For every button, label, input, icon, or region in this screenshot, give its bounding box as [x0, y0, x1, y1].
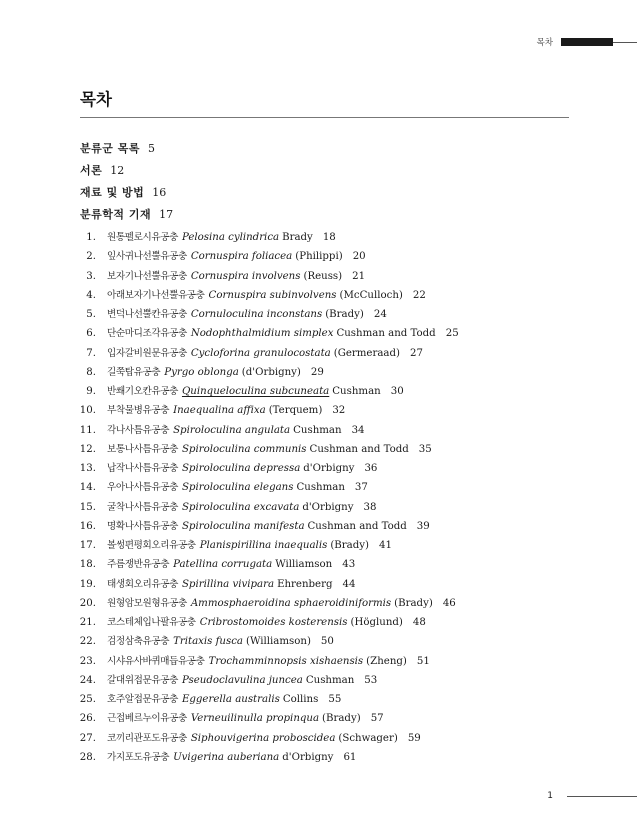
author-name: Cushman and Todd	[336, 328, 436, 340]
species-body	[107, 289, 426, 302]
species-entry	[80, 308, 620, 327]
species-body	[107, 481, 368, 494]
scientific-name: Eggerella australis	[181, 694, 280, 705]
author-name: d'Orbigny	[282, 751, 334, 763]
author-name: d'Orbigny	[302, 501, 354, 513]
korean-name: 명확나사틈유공충	[107, 520, 178, 532]
scientific-name: Cornuloculina inconstans	[190, 309, 323, 320]
section-page: 16	[152, 186, 167, 199]
species-body	[107, 558, 355, 571]
species-page: 35	[418, 443, 432, 455]
section-title: 분류군 목록	[80, 142, 140, 155]
species-page: 21	[352, 270, 366, 282]
species-entry	[80, 751, 620, 770]
scientific-name: Trochamminnopsis xishaensis	[208, 655, 364, 667]
species-body	[107, 327, 459, 340]
species-number: 3.	[86, 270, 96, 282]
species-number: 8.	[86, 366, 96, 378]
species-entry	[80, 501, 620, 520]
species-page: 50	[320, 636, 334, 648]
page-number: 1	[547, 791, 553, 801]
scientific-name: Quinqueloculina subcuneata	[181, 386, 330, 397]
species-page: 44	[342, 578, 356, 590]
species-entry	[80, 462, 620, 481]
species-number: 26.	[79, 713, 96, 725]
running-head-label: 목차	[536, 38, 553, 48]
korean-name: 가지포도유공충	[107, 751, 170, 763]
scientific-name: Patellina corrugata	[173, 559, 273, 571]
species-number: 25.	[79, 694, 96, 705]
species-body	[107, 366, 324, 379]
species-entry	[80, 578, 620, 597]
korean-name: 코끼리관포도유공충	[107, 732, 187, 744]
section-page: 12	[110, 164, 125, 177]
species-body	[107, 616, 426, 629]
korean-name: 부착물병유공충	[107, 405, 170, 417]
korean-name: 아래보자기나선뿔유공충	[107, 289, 205, 301]
species-body	[107, 462, 377, 475]
species-entry	[80, 655, 620, 674]
korean-name: 우아나사틈유공충	[107, 482, 178, 494]
korean-name: 납작나사틈유공충	[107, 463, 178, 474]
species-body	[107, 539, 392, 552]
section-entry	[80, 209, 620, 231]
species-page: 24	[373, 309, 387, 320]
species-number: 15.	[79, 501, 96, 513]
section-page: 17	[159, 208, 174, 221]
species-page: 57	[370, 713, 384, 725]
section-title: 재료 및 방법	[80, 186, 145, 199]
species-entry	[80, 424, 620, 443]
species-number: 16.	[79, 520, 96, 532]
author-name: (Brady)	[322, 713, 361, 725]
species-entry	[80, 250, 620, 269]
page-footer	[547, 791, 637, 801]
korean-name: 주름쟁반유공충	[107, 559, 170, 571]
species-number: 20.	[79, 597, 96, 609]
author-name: d'Orbigny	[303, 463, 355, 474]
species-entry	[80, 443, 620, 462]
species-entry	[80, 327, 620, 346]
korean-name: 보통나사틈유공충	[107, 443, 178, 455]
author-name: Brady	[282, 232, 313, 243]
scientific-name: Pelosina cylindrica	[181, 232, 280, 243]
species-entry	[80, 597, 620, 616]
species-page: 41	[378, 540, 392, 551]
species-number: 18.	[79, 559, 96, 571]
species-body	[107, 250, 366, 263]
species-page: 36	[364, 463, 378, 474]
species-number: 23.	[79, 655, 96, 667]
species-entry	[80, 366, 620, 385]
korean-name: 원형암모원형유공충	[107, 597, 187, 609]
author-name: (Philippi)	[295, 251, 343, 263]
species-page: 22	[412, 289, 426, 301]
species-entry	[80, 539, 620, 558]
author-name: (Höglund)	[350, 617, 403, 628]
korean-name: 시샤유사바퀴매듭유공충	[107, 655, 205, 667]
species-entry	[80, 231, 620, 250]
species-entry	[80, 385, 620, 404]
running-head-line	[613, 42, 637, 43]
scientific-name: Planispirillina inaequalis	[199, 540, 328, 551]
species-entry	[80, 404, 620, 423]
species-number: 22.	[79, 636, 96, 648]
species-page: 38	[363, 501, 377, 513]
scientific-name: Spirillina vivipara	[181, 578, 275, 590]
species-number: 24.	[79, 674, 96, 686]
korean-name: 근접베르누이유공충	[107, 713, 187, 725]
korean-name: 갈대위접문유공충	[107, 674, 178, 686]
species-entry	[80, 347, 620, 366]
korean-name: 변덕나선뿔칸유공충	[107, 309, 187, 320]
scientific-name: Nodophthalmidium simplex	[190, 328, 334, 340]
author-name: Cushman and Todd	[307, 520, 407, 532]
korean-name: 원통펠로시유공충	[107, 232, 178, 243]
species-page: 29	[310, 366, 324, 378]
species-number: 1.	[86, 232, 96, 243]
korean-name: 검정삼축유공충	[107, 636, 170, 648]
species-page: 27	[409, 347, 423, 359]
author-name: Cushman	[332, 386, 381, 397]
korean-name: 반쐐기오칸유공충	[107, 386, 178, 397]
species-number: 4.	[86, 289, 96, 301]
species-body	[107, 597, 456, 610]
species-number: 17.	[79, 540, 96, 551]
species-body	[107, 751, 356, 764]
korean-name: 태생회오리유공충	[107, 578, 178, 590]
species-page: 53	[364, 674, 378, 686]
korean-name: 각나사틈유공충	[107, 424, 170, 436]
species-number: 5.	[86, 309, 96, 320]
korean-name: 호주알접문유공충	[107, 694, 178, 705]
species-number: 2.	[86, 251, 96, 263]
korean-name: 보자기나선뿔유공충	[107, 270, 187, 282]
species-body	[107, 270, 365, 283]
species-entry	[80, 732, 620, 751]
species-page: 25	[445, 328, 459, 340]
species-body	[107, 674, 377, 687]
species-body	[107, 635, 334, 648]
author-name: Collins	[282, 694, 319, 705]
species-page: 48	[412, 617, 426, 628]
species-number: 6.	[86, 328, 96, 340]
species-number: 27.	[79, 732, 96, 744]
author-name: Ehrenberg	[277, 578, 333, 590]
species-page: 39	[416, 520, 430, 532]
species-entry	[80, 616, 620, 635]
author-name: Cushman and Todd	[309, 443, 409, 455]
species-body	[107, 732, 421, 745]
species-number: 12.	[79, 443, 96, 455]
species-entry	[80, 520, 620, 539]
species-body	[107, 231, 336, 244]
species-page: 55	[328, 694, 342, 705]
author-name: (Brady)	[325, 309, 364, 320]
species-page: 34	[351, 424, 365, 436]
scientific-name: Spiroloculina excavata	[181, 501, 300, 513]
author-name: (Terquem)	[268, 405, 323, 417]
species-body	[107, 693, 341, 706]
species-page: 32	[332, 405, 346, 417]
author-name: Williamson	[275, 559, 333, 571]
author-name: (Brady)	[394, 597, 433, 609]
section-title: 서론	[80, 164, 103, 177]
scientific-name: Spiroloculina elegans	[181, 482, 294, 494]
author-name: (Reuss)	[303, 270, 343, 282]
species-page: 59	[407, 732, 421, 744]
species-body	[107, 578, 355, 591]
species-page: 20	[352, 251, 366, 263]
section-entry	[80, 165, 620, 187]
section-entry	[80, 187, 620, 209]
scientific-name: Ammosphaeroidina sphaeroidiniformis	[190, 597, 392, 609]
scientific-name: Tritaxis fusca	[173, 636, 243, 648]
species-entry	[80, 635, 620, 654]
korean-name: 볼썽편평회오리유공충	[107, 540, 196, 551]
species-body	[107, 385, 404, 398]
scientific-name: Spiroloculina manifesta	[181, 520, 305, 532]
species-entry	[80, 712, 620, 731]
running-head-bar	[561, 38, 613, 46]
scientific-name: Cornuspira involvens	[190, 270, 301, 282]
species-body	[107, 501, 376, 514]
species-entry	[80, 270, 620, 289]
species-number: 28.	[79, 751, 96, 763]
species-body	[107, 443, 432, 456]
title-rule	[80, 117, 569, 118]
author-name: (Germeraad)	[333, 347, 400, 359]
species-number: 21.	[79, 617, 96, 628]
species-page: 46	[442, 597, 456, 609]
scientific-name: Pyrgo oblonga	[164, 366, 239, 378]
author-name: (Schwager)	[338, 732, 398, 744]
species-body	[107, 308, 387, 321]
species-body	[107, 655, 430, 668]
species-page: 18	[322, 232, 336, 243]
species-page: 43	[342, 559, 356, 571]
species-number: 11.	[79, 424, 96, 436]
species-number: 19.	[79, 578, 96, 590]
scientific-name: Spiroloculina communis	[181, 443, 307, 455]
species-body	[107, 404, 345, 417]
korean-name: 굴착나사틈유공충	[107, 501, 178, 513]
section-entry	[80, 143, 620, 165]
korean-name: 길쭉탑유공충	[107, 366, 161, 378]
running-head	[537, 36, 637, 48]
footer-line	[567, 796, 637, 797]
section-title: 분류학적 기재	[80, 208, 152, 221]
scientific-name: Inaequalina affixa	[173, 405, 266, 417]
scientific-name: Cycloforina granulocostata	[190, 347, 331, 359]
author-name: (d'Orbigny)	[241, 366, 301, 378]
author-name: (Williamson)	[245, 636, 311, 648]
species-entry	[80, 674, 620, 693]
section-page: 5	[147, 142, 155, 155]
korean-name: 코스테체입나팔유공충	[107, 617, 196, 628]
page-title: 목차	[80, 90, 112, 109]
species-list	[80, 231, 620, 770]
scientific-name: Uvigerina auberiana	[173, 751, 280, 763]
korean-name: 잎사귀나선뿔유공충	[107, 251, 187, 263]
scientific-name: Spiroloculina angulata	[173, 424, 291, 436]
species-entry	[80, 558, 620, 577]
scientific-name: Siphouvigerina proboscidea	[190, 732, 336, 744]
species-body	[107, 520, 430, 533]
species-number: 10.	[79, 405, 96, 417]
korean-name: 단순마디조각유공충	[107, 328, 187, 340]
author-name: (Zheng)	[366, 655, 407, 667]
species-page: 51	[416, 655, 430, 667]
species-entry	[80, 693, 620, 712]
section-list	[80, 143, 620, 231]
species-number: 9.	[86, 386, 96, 397]
scientific-name: Cribrostomoides kosterensis	[199, 617, 348, 628]
scientific-name: Verneuilinulla propinqua	[190, 713, 320, 725]
species-body	[107, 424, 365, 437]
korean-name: 입자갈비원문유공충	[107, 347, 187, 359]
author-name: Cushman	[305, 674, 355, 686]
author-name: (Brady)	[330, 540, 369, 551]
scientific-name: Cornuspira subinvolvens	[208, 289, 337, 301]
species-body	[107, 347, 423, 360]
species-number: 7.	[86, 347, 96, 359]
author-name: Cushman	[293, 424, 342, 436]
table-of-contents	[80, 143, 620, 770]
author-name: (McCulloch)	[339, 289, 403, 301]
author-name: Cushman	[296, 482, 345, 494]
species-page: 30	[390, 386, 404, 397]
scientific-name: Pseudoclavulina juncea	[181, 674, 303, 686]
species-number: 13.	[79, 463, 96, 474]
scientific-name: Spiroloculina depressa	[181, 463, 301, 474]
species-number: 14.	[79, 482, 96, 494]
species-page: 37	[354, 482, 368, 494]
species-body	[107, 712, 384, 725]
species-entry	[80, 481, 620, 500]
species-entry	[80, 289, 620, 308]
species-page: 61	[343, 751, 357, 763]
scientific-name: Cornuspira foliacea	[190, 251, 293, 263]
